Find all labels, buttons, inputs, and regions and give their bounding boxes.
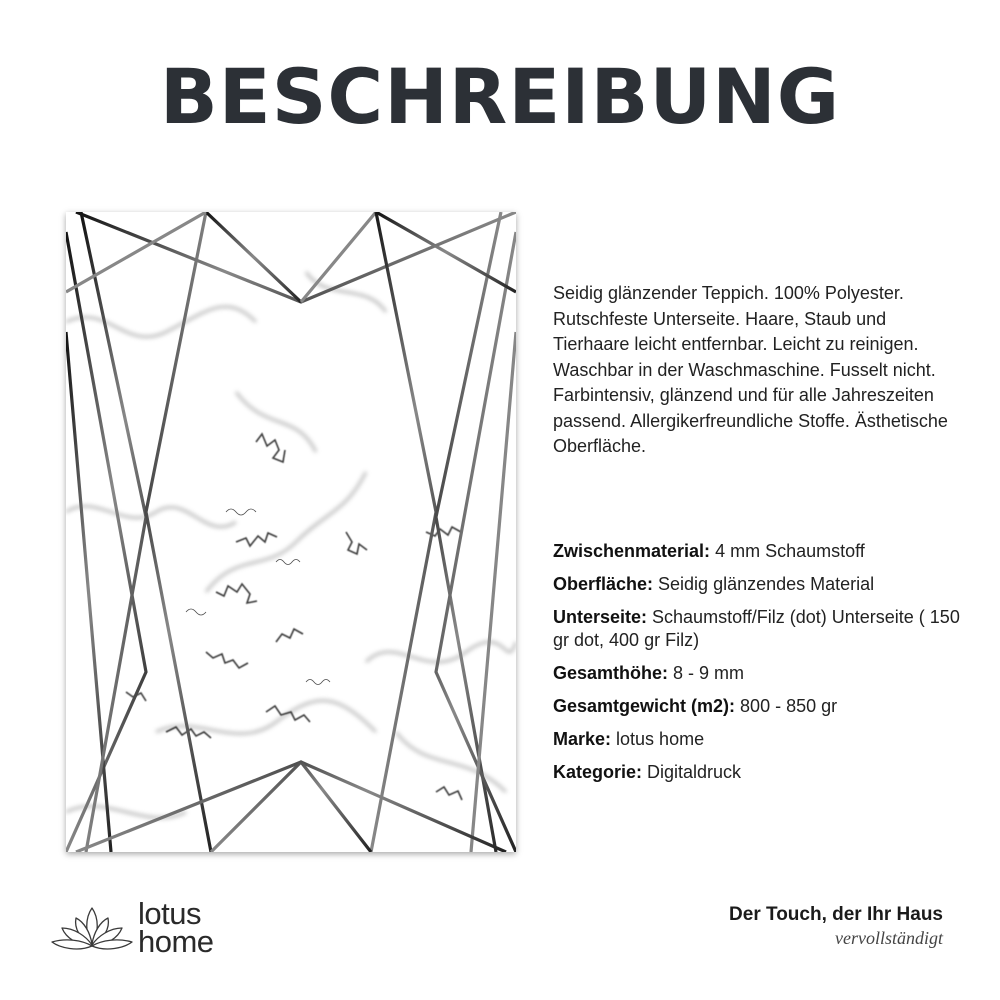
spec-value: Schaumstoff/Filz (dot) Unterseite ( 150 gr dot, 400 gr Filz): [553, 607, 960, 650]
brand-line-2: home: [138, 924, 214, 959]
spec-label: Gesamtgewicht (m2):: [553, 696, 736, 716]
tagline-main: Der Touch, der Ihr Haus: [729, 904, 943, 925]
spec-value: lotus home: [611, 729, 705, 749]
brand-line-1: lotus: [138, 896, 201, 931]
spec-value: 800 - 850 gr: [735, 696, 838, 716]
spec-label: Oberfläche:: [553, 574, 654, 594]
spec-list: [553, 540, 973, 794]
spec-value: Digitaldruck: [642, 762, 742, 782]
spec-label: Gesamthöhe:: [553, 663, 669, 683]
spec-label: Marke:: [553, 729, 612, 749]
spec-label: Kategorie:: [553, 762, 643, 782]
spec-row: [553, 662, 973, 685]
lotus-flower-icon: [50, 898, 134, 960]
tagline: [729, 903, 943, 949]
tagline-sub: vervollständigt: [835, 928, 943, 948]
brand-wordmark: [138, 896, 214, 959]
page-title: BESCHREIBUNG: [159, 52, 841, 141]
brand-logo: [50, 898, 260, 960]
spec-row: [553, 606, 973, 652]
product-description: Seidig glänzender Teppich. 100% Polyester. Rutschfeste Unterseite. Haare, Staub und Tierhaare leicht entfernbar. Leicht zu reinigen. Waschbar in der Waschmaschine. Fusselt nicht. Farbintensiv, glänzend und für alle Jahreszeiten passend. Allergikerfreundliche Stoffe. Ästhetische Oberfläche.: [553, 283, 948, 456]
spec-row: [553, 573, 973, 596]
marble-rug-image: [66, 212, 516, 852]
spec-row: [553, 540, 973, 563]
spec-value: Seidig glänzendes Material: [653, 574, 875, 594]
spec-label: Unterseite:: [553, 607, 648, 627]
spec-row: [553, 728, 973, 751]
spec-value: 4 mm Schaumstoff: [710, 541, 865, 561]
spec-row: [553, 761, 973, 784]
spec-label: Zwischenmaterial:: [553, 541, 711, 561]
spec-row: [553, 695, 973, 718]
spec-value: 8 - 9 mm: [668, 663, 745, 683]
product-image: [66, 212, 516, 852]
